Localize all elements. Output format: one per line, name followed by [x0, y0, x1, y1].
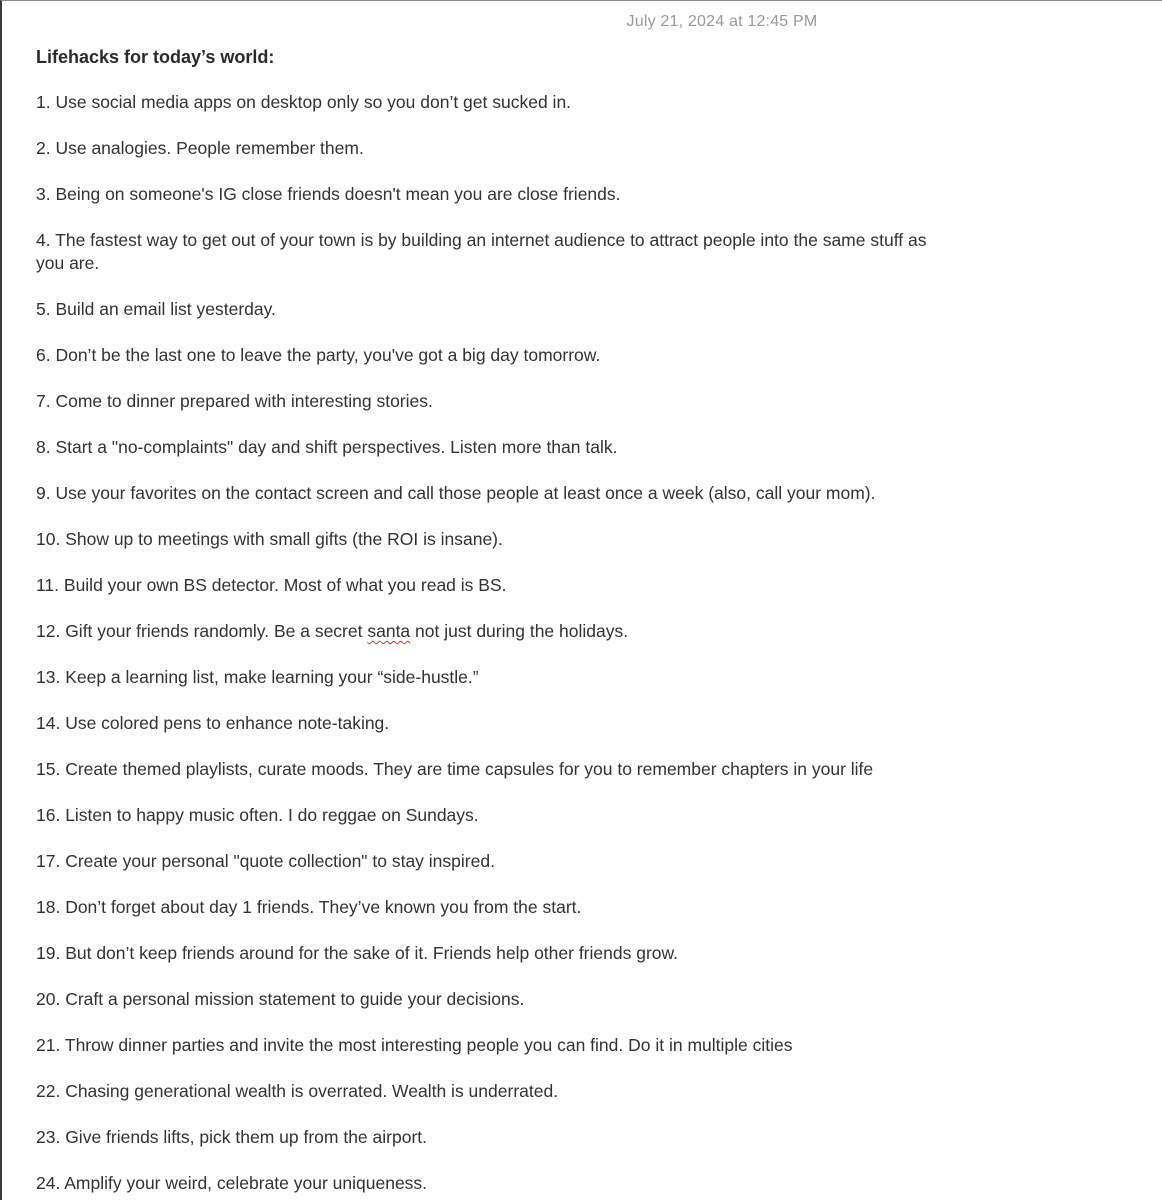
- list-item: 14. Use colored pens to enhance note-taking.: [36, 713, 390, 733]
- list-item: 3. Being on someone's IG close friends doesn't mean you are close friends.: [36, 184, 621, 204]
- note-title: Lifehacks for today’s world:: [36, 47, 275, 67]
- lifehacks-list: [36, 91, 946, 1195]
- list-item: 15. Create themed playlists, curate moods. They are time capsules for you to remember chapters in your life: [36, 759, 874, 779]
- list-item: 5. Build an email list yesterday.: [36, 299, 276, 319]
- list-item: 2. Use analogies. People remember them.: [36, 138, 364, 158]
- list-item: 11. Build your own BS detector. Most of what you read is BS.: [36, 575, 507, 595]
- list-item: 19. But don’t keep friends around for the sake of it. Friends help other friends grow.: [36, 943, 679, 963]
- list-item: 17. Create your personal "quote collection" to stay inspired.: [36, 851, 495, 871]
- list-item: 20. Craft a personal mission statement to guide your decisions.: [36, 989, 525, 1009]
- list-item: 10. Show up to meetings with small gifts (the ROI is insane).: [36, 529, 503, 549]
- list-item: [36, 620, 946, 643]
- list-item: 4. The fastest way to get out of your town is by building an internet audience to attract people into the same stuff as you are.: [36, 230, 927, 273]
- list-item: 1. Use social media apps on desktop only so you don’t get sucked in.: [36, 92, 572, 112]
- list-item: 18. Don’t forget about day 1 friends. They’ve known you from the start.: [36, 897, 582, 917]
- misspelled-word[interactable]: santa: [367, 621, 411, 641]
- list-item: 7. Come to dinner prepared with interesting stories.: [36, 391, 433, 411]
- list-item: 22. Chasing generational wealth is overrated. Wealth is underrated.: [36, 1081, 559, 1101]
- note-timestamp: July 21, 2024 at 12:45 PM: [626, 13, 818, 30]
- list-item: 23. Give friends lifts, pick them up from the airport.: [36, 1127, 427, 1147]
- list-item: 9. Use your favorites on the contact screen and call those people at least once a week (also, call your mom).: [36, 483, 876, 503]
- list-item-text: not just during the holidays.: [410, 621, 629, 641]
- list-item: 21. Throw dinner parties and invite the most interesting people you can find. Do it in multiple cities: [36, 1035, 793, 1055]
- list-item: 13. Keep a learning list, make learning your “side-hustle.”: [36, 667, 479, 687]
- list-item: 6. Don’t be the last one to leave the party, you've got a big day tomorrow.: [36, 345, 601, 365]
- list-item: 24. Amplify your weird, celebrate your uniqueness.: [36, 1173, 428, 1193]
- list-item-text: 12. Gift your friends randomly. Be a secret: [36, 621, 368, 641]
- list-item: 16. Listen to happy music often. I do reggae on Sundays.: [36, 805, 479, 825]
- list-item: 8. Start a "no-complaints" day and shift perspectives. Listen more than talk.: [36, 437, 618, 457]
- note-body[interactable]: [36, 45, 946, 1200]
